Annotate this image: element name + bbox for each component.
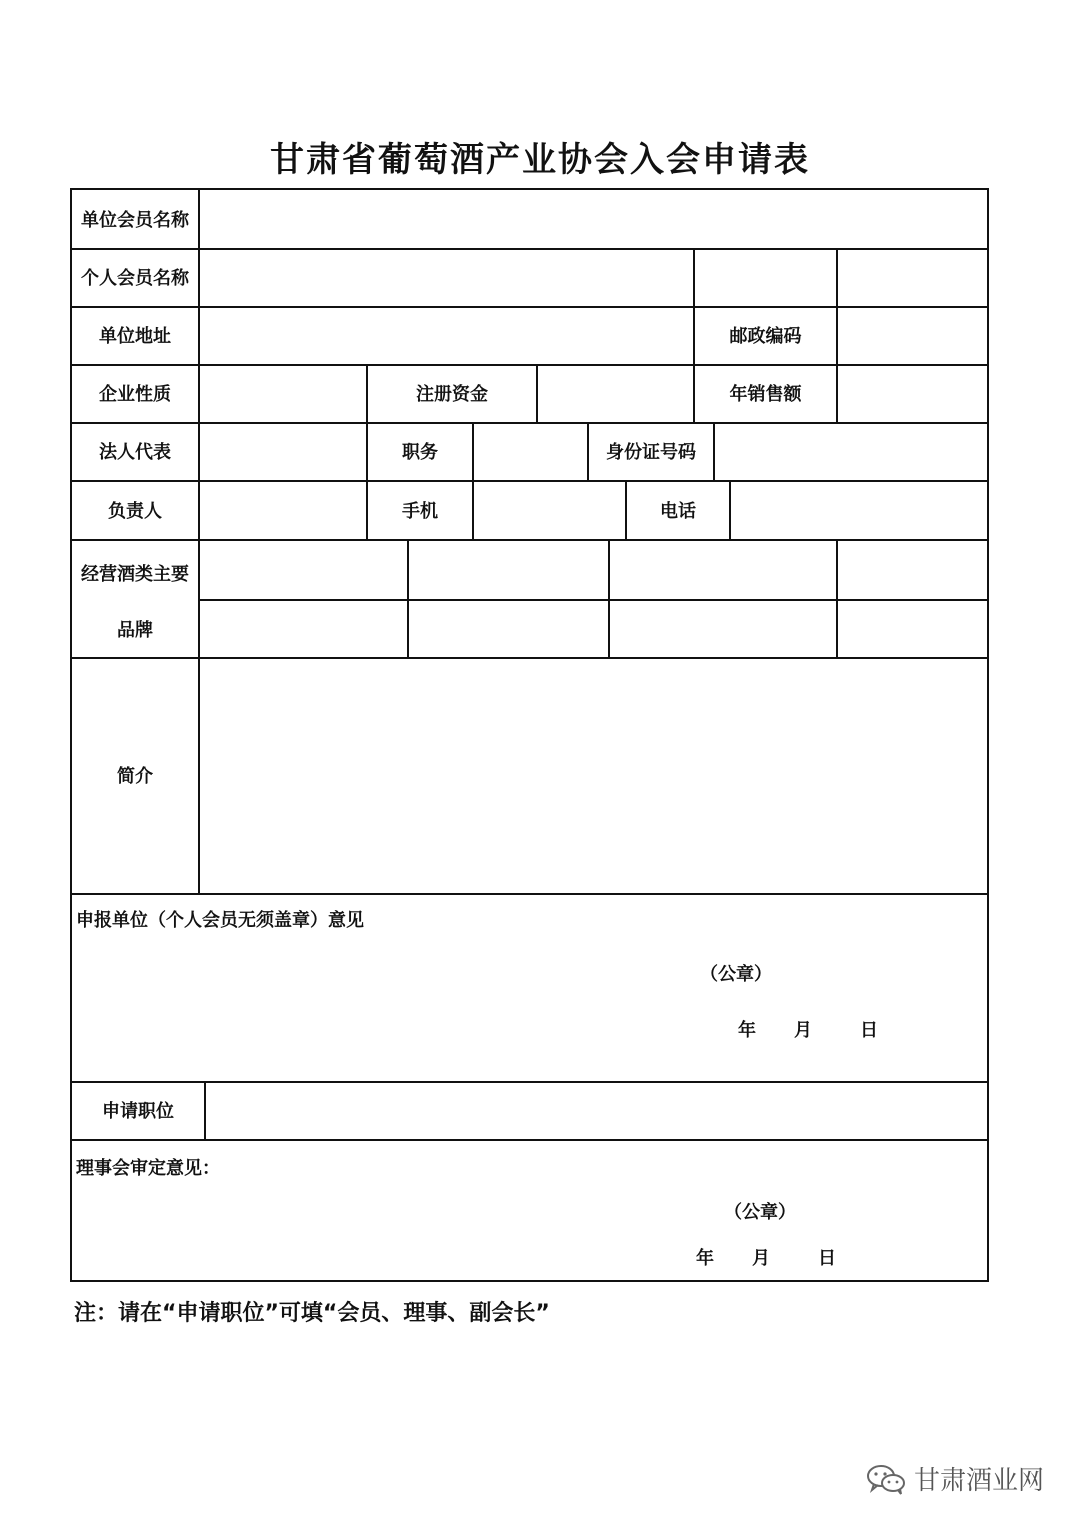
enterprise-nature-field[interactable]: [200, 364, 366, 422]
label-id-number: 身份证号码: [606, 442, 696, 463]
label-annual-sales: 年销售额: [729, 384, 802, 405]
label-council-opinion: 理事会审定意见：: [76, 1158, 220, 1179]
application-form-table: [70, 188, 989, 1282]
postal-code-field[interactable]: [838, 306, 987, 364]
annual-sales-field[interactable]: [838, 364, 987, 422]
label-postal-code: 邮政编码: [729, 326, 802, 347]
unit-opinion-field[interactable]: [72, 895, 987, 1081]
legal-rep-field[interactable]: [200, 422, 366, 480]
label-position: 职务: [402, 442, 438, 463]
seal-label: （公章）: [700, 964, 772, 985]
label-enterprise-nature: 企业性质: [99, 384, 171, 405]
phone-field[interactable]: [731, 480, 987, 539]
label-intro: 简介: [117, 766, 153, 787]
label-apply-position: 申请职位: [102, 1101, 174, 1122]
label-mobile: 手机: [402, 500, 438, 522]
label-brands-line1: 经营酒类主要: [81, 564, 189, 585]
council-opinion-field[interactable]: [72, 1141, 987, 1280]
position-field[interactable]: [474, 422, 587, 480]
label-registered-capital: 注册资金: [416, 384, 488, 405]
mobile-field[interactable]: [474, 480, 625, 539]
label-unit-opinion: 申报单位（个人会员无须盖章）意见: [76, 910, 364, 931]
col-divider: [836, 248, 838, 306]
watermark-text: 甘肃酒业网: [914, 1466, 1045, 1496]
label-unit-address: 单位地址: [99, 326, 171, 347]
seal-label-council: （公章）: [724, 1202, 796, 1223]
date-day: 日: [860, 1020, 878, 1041]
individual-member-name-field[interactable]: [200, 248, 693, 306]
label-phone: 电话: [660, 500, 696, 522]
date-year: 年: [738, 1020, 756, 1041]
id-number-field[interactable]: [715, 422, 987, 480]
intro-field[interactable]: [200, 659, 987, 893]
date-day-council: 日: [818, 1248, 836, 1269]
form-note: 注：请在“申请职位”可填“会员、理事、副会长”: [74, 1301, 550, 1326]
label-individual-member-name: 个人会员名称: [81, 268, 189, 289]
wechat-icon: [866, 1463, 906, 1495]
label-brands-line2: 品牌: [117, 620, 153, 641]
watermark: [866, 1460, 1044, 1497]
date-year-council: 年: [696, 1248, 714, 1269]
date-month: 月: [794, 1020, 812, 1041]
label-person-in-charge: 负责人: [108, 500, 162, 522]
label-legal-rep: 法人代表: [99, 442, 171, 463]
label-unit-member-name: 单位会员名称: [81, 210, 189, 231]
date-month-council: 月: [752, 1248, 770, 1269]
apply-position-field[interactable]: [206, 1083, 987, 1139]
person-in-charge-field[interactable]: [200, 480, 366, 539]
unit-member-name-field[interactable]: [200, 190, 987, 248]
unit-address-field[interactable]: [200, 306, 693, 364]
form-title: 甘肃省葡萄酒产业协会入会申请表: [270, 140, 810, 180]
registered-capital-field[interactable]: [538, 364, 693, 422]
brands-field[interactable]: [200, 541, 987, 657]
